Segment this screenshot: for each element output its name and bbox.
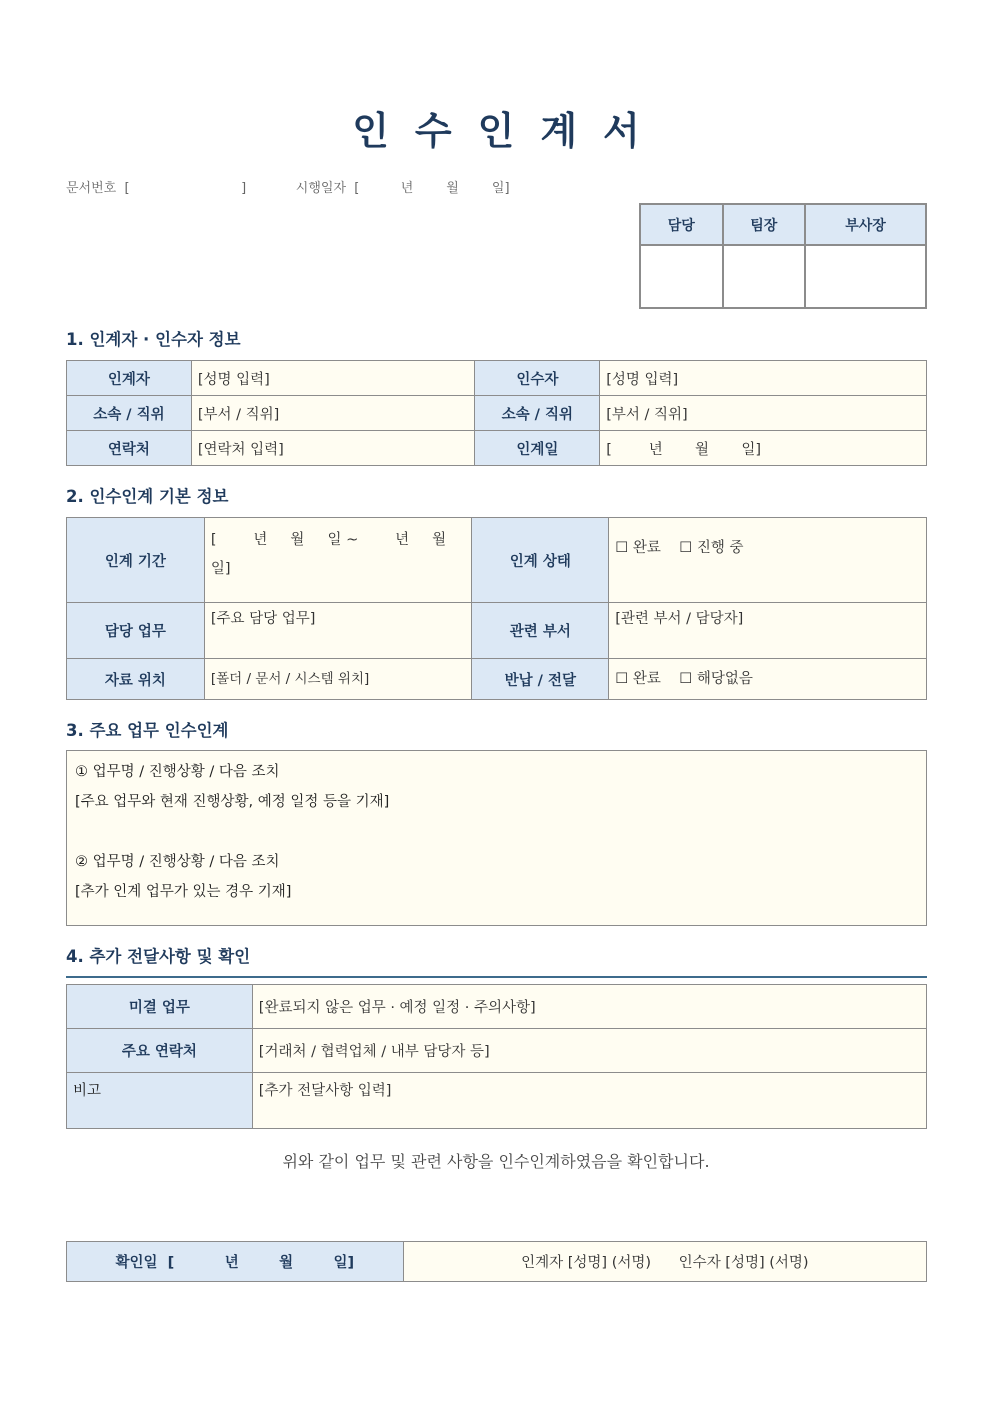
receiver-label: 인수자	[475, 361, 600, 396]
handover-dept-label: 소속 / 직위	[67, 396, 192, 431]
approval-header-vice-president: 부사장	[805, 204, 926, 245]
approval-sign-vice-president[interactable]	[805, 245, 926, 308]
handover-parties-table	[66, 360, 927, 466]
receiver-field[interactable]: [성명 입력]	[600, 361, 927, 396]
section4-divider	[66, 976, 927, 978]
document-title: 인수인계서	[352, 109, 666, 153]
handover-date-label: 인계일	[475, 431, 600, 466]
pending-work-field[interactable]: [완료되지 않은 업무 · 예정 일정 · 주의사항]	[252, 985, 926, 1029]
document-meta-line: 문서번호 [ ] 시행일자 [ 년 월 일]	[66, 181, 510, 196]
section3-title: 3. 주요 업무 인수인계	[66, 721, 229, 740]
pending-work-label: 미결 업무	[67, 985, 253, 1029]
receiver-dept-field[interactable]: [부서 / 직위]	[600, 396, 927, 431]
task2-body: [추가 인계 업무가 있는 경우 기재]	[75, 884, 292, 900]
section4-title: 4. 추가 전달사항 및 확인	[66, 947, 251, 966]
approval-sign-team-lead[interactable]	[723, 245, 806, 308]
handover-basic-info-table	[66, 517, 927, 700]
material-location-label: 자료 위치	[67, 659, 205, 700]
approval-table	[639, 203, 927, 309]
remarks-field[interactable]: [추가 전달사항 입력]	[252, 1073, 926, 1129]
section1-title: 1. 인계자 · 인수자 정보	[66, 330, 241, 349]
related-dept-field[interactable]: [관련 부서 / 담당자]	[609, 603, 927, 659]
task1-heading: ① 업무명 / 진행상황 / 다음 조치	[75, 764, 280, 780]
related-dept-label: 관련 부서	[472, 603, 609, 659]
signature-table	[66, 1241, 927, 1282]
duty-label: 담당 업무	[67, 603, 205, 659]
main-tasks-box[interactable]	[66, 750, 927, 926]
handover-dept-field[interactable]: [부서 / 직위]	[191, 396, 475, 431]
handover-person-label: 인계자	[67, 361, 192, 396]
material-location-field[interactable]: [폴더 / 문서 / 시스템 위치]	[204, 659, 472, 700]
signature-field[interactable]: 인계자 [성명] (서명) 인수자 [성명] (서명)	[403, 1242, 926, 1282]
key-contacts-field[interactable]: [거래처 / 협력업체 / 내부 담당자 등]	[252, 1029, 926, 1073]
handover-date-field[interactable]: [ 년 월 일]	[600, 431, 927, 466]
confirm-date-label[interactable]: 확인일 [ 년 월 일]	[67, 1242, 404, 1282]
approval-header-staff: 담당	[640, 204, 723, 245]
confirmation-statement: 위와 같이 업무 및 관련 사항을 인수인계하였음을 확인합니다.	[282, 1152, 710, 1171]
status-checkboxes[interactable]: ☐ 완료 ☐ 진행 중	[609, 518, 927, 603]
remarks-label: 비고	[67, 1073, 253, 1129]
return-checkboxes[interactable]: ☐ 완료 ☐ 해당없음	[609, 659, 927, 700]
period-label: 인계 기간	[67, 518, 205, 603]
return-label: 반납 / 전달	[472, 659, 609, 700]
key-contacts-label: 주요 연락처	[67, 1029, 253, 1073]
period-field[interactable]: [ 년 월 일 ~ 년 월 일]	[204, 518, 472, 603]
status-label: 인계 상태	[472, 518, 609, 603]
duty-field[interactable]: [주요 담당 업무]	[204, 603, 472, 659]
contact-field[interactable]: [연락처 입력]	[191, 431, 475, 466]
approval-header-team-lead: 팀장	[723, 204, 806, 245]
task2-heading: ② 업무명 / 진행상황 / 다음 조치	[75, 854, 280, 870]
section2-title: 2. 인수인계 기본 정보	[66, 487, 229, 506]
task1-body: [주요 업무와 현재 진행상황, 예정 일정 등을 기재]	[75, 794, 390, 810]
contact-label: 연락처	[67, 431, 192, 466]
receiver-dept-label: 소속 / 직위	[475, 396, 600, 431]
handover-person-field[interactable]: [성명 입력]	[191, 361, 475, 396]
approval-sign-staff[interactable]	[640, 245, 723, 308]
additional-info-table	[66, 984, 927, 1129]
